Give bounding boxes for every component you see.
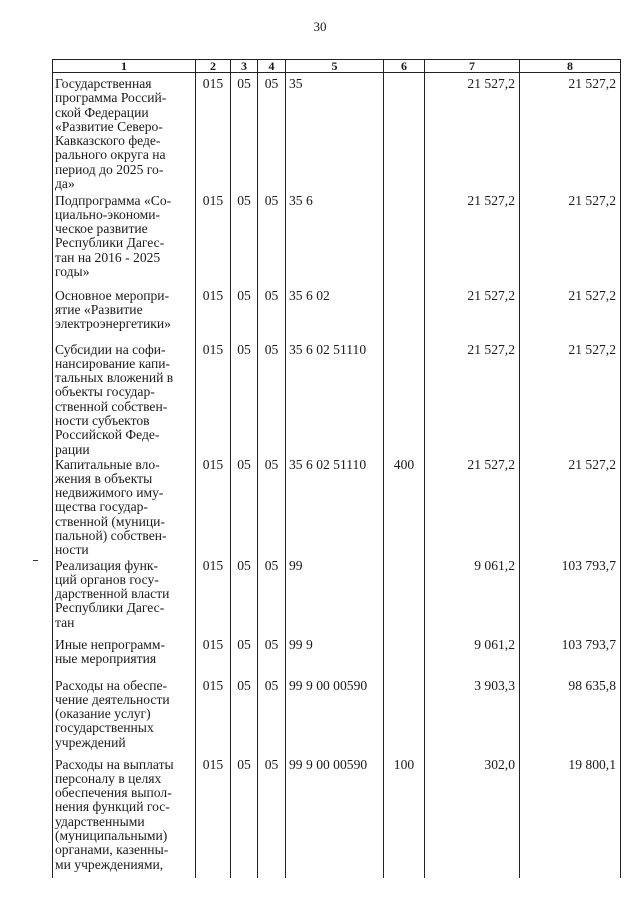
row-ved: 015	[196, 194, 231, 289]
header-row	[53, 60, 621, 73]
row-rz: 05	[231, 194, 258, 289]
row-csr: 35 6 02 51110	[286, 343, 384, 458]
row-sum-1: 21 527,2	[425, 194, 520, 289]
row-sum-1: 21 527,2	[425, 289, 520, 343]
row-sum-1: 21 527,2	[425, 458, 520, 559]
row-vr	[384, 638, 425, 679]
row-name: Расходы на выплаты персоналу в целях обеспечения выпол- нения функций гос- ударственными (муниципальными) органами, казенны- ми учреждениями,	[55, 756, 174, 872]
page-number: 30	[313, 19, 327, 34]
table-row	[53, 638, 621, 679]
row-ved: 015	[196, 559, 231, 638]
row-rz: 05	[231, 458, 258, 559]
row-name: Реализация функ- ций органов госу- дарственной власти Республики Дагес- тан	[55, 557, 170, 630]
row-sum-2: 21 527,2	[520, 289, 621, 343]
row-sum-1: 9 061,2	[425, 559, 520, 638]
row-ved: 015	[196, 343, 231, 458]
row-sum-2: 103 793,7	[520, 638, 621, 679]
column-header-3: 3	[231, 60, 258, 73]
table-row	[53, 343, 621, 458]
column-header-4: 4	[258, 60, 286, 73]
row-sum-2: 21 527,2	[520, 73, 621, 194]
row-rz: 05	[231, 73, 258, 194]
row-pr: 05	[258, 559, 286, 638]
row-pr: 05	[258, 458, 286, 559]
row-rz: 05	[231, 679, 258, 758]
row-pr: 05	[258, 73, 286, 194]
column-header-7: 7	[425, 60, 520, 73]
row-sum-1: 302,0	[425, 758, 520, 878]
row-vr	[384, 73, 425, 194]
row-pr: 05	[258, 289, 286, 343]
column-header-8: 8	[520, 60, 621, 73]
row-name: Иные непрограмм- ные мероприятия	[55, 636, 165, 666]
row-name: Капитальные вло- жения в объекты недвижимого иму- щества государ- ственной (муници- пальной) собствен- ности	[55, 456, 167, 558]
row-ved: 015	[196, 458, 231, 559]
row-sum-2: 103 793,7	[520, 559, 621, 638]
row-sum-1: 9 061,2	[425, 638, 520, 679]
table-row	[53, 194, 621, 289]
table-row	[53, 458, 621, 559]
row-vr: 400	[384, 458, 425, 559]
row-sum-2: 98 635,8	[520, 679, 621, 758]
table-row	[53, 289, 621, 343]
row-csr: 35 6	[286, 194, 384, 289]
row-pr: 05	[258, 758, 286, 878]
row-ved: 015	[196, 638, 231, 679]
row-name: Государственная программа Россий- ской Федерации «Развитие Северо- Кавказского феде- рального округа на период до 2025 го- да»	[55, 76, 167, 192]
column-header-1: 1	[53, 60, 196, 73]
row-vr	[384, 679, 425, 758]
column-header-2: 2	[196, 60, 231, 73]
row-pr: 05	[258, 194, 286, 289]
row-csr: 99 9	[286, 638, 384, 679]
row-csr: 35 6 02	[286, 289, 384, 343]
row-vr	[384, 194, 425, 289]
row-sum-1: 3 903,3	[425, 679, 520, 758]
row-rz: 05	[231, 638, 258, 679]
row-name: Подпрограмма «Со- циально-экономи- ческое развитие Республики Дагес- тан на 2016 - 2025 годы»	[55, 192, 172, 279]
row-sum-1: 21 527,2	[425, 73, 520, 194]
table-row	[53, 73, 621, 194]
row-csr: 99 9 00 00590	[286, 758, 384, 878]
table-row	[53, 559, 621, 638]
row-sum-2: 21 527,2	[520, 458, 621, 559]
column-header-6: 6	[384, 60, 425, 73]
row-vr	[384, 343, 425, 458]
table-row	[53, 758, 621, 878]
row-vr	[384, 559, 425, 638]
row-csr: 35	[286, 73, 384, 194]
column-header-5: 5	[286, 60, 384, 73]
row-rz: 05	[231, 559, 258, 638]
row-sum-1: 21 527,2	[425, 343, 520, 458]
row-pr: 05	[258, 679, 286, 758]
row-ved: 015	[196, 289, 231, 343]
row-ved: 015	[196, 73, 231, 194]
row-sum-2: 21 527,2	[520, 343, 621, 458]
row-sum-2: 19 800,1	[520, 758, 621, 878]
budget-table	[52, 59, 621, 878]
row-vr	[384, 289, 425, 343]
row-ved: 015	[196, 679, 231, 758]
row-rz: 05	[231, 758, 258, 878]
row-csr: 99 9 00 00590	[286, 679, 384, 758]
row-rz: 05	[231, 343, 258, 458]
row-sum-2: 21 527,2	[520, 194, 621, 289]
row-pr: 05	[258, 343, 286, 458]
row-pr: 05	[258, 638, 286, 679]
row-rz: 05	[231, 289, 258, 343]
row-vr: 100	[384, 758, 425, 878]
row-csr: 35 6 02 51110	[286, 458, 384, 559]
margin-mark	[33, 560, 38, 561]
row-name: Расходы на обеспе- чение деятельности (оказание услуг) государственных учреждений	[55, 677, 170, 750]
row-csr: 99	[286, 559, 384, 638]
row-name: Основное меропри- ятие «Развитие электроэнергетики»	[55, 287, 171, 332]
row-ved: 015	[196, 758, 231, 878]
table-row	[53, 679, 621, 758]
row-name: Субсидии на софи- нансирование капи- тальных вложений в объекты государ- ственной собствен- ности субъектов Российской Феде- рации	[55, 341, 174, 457]
